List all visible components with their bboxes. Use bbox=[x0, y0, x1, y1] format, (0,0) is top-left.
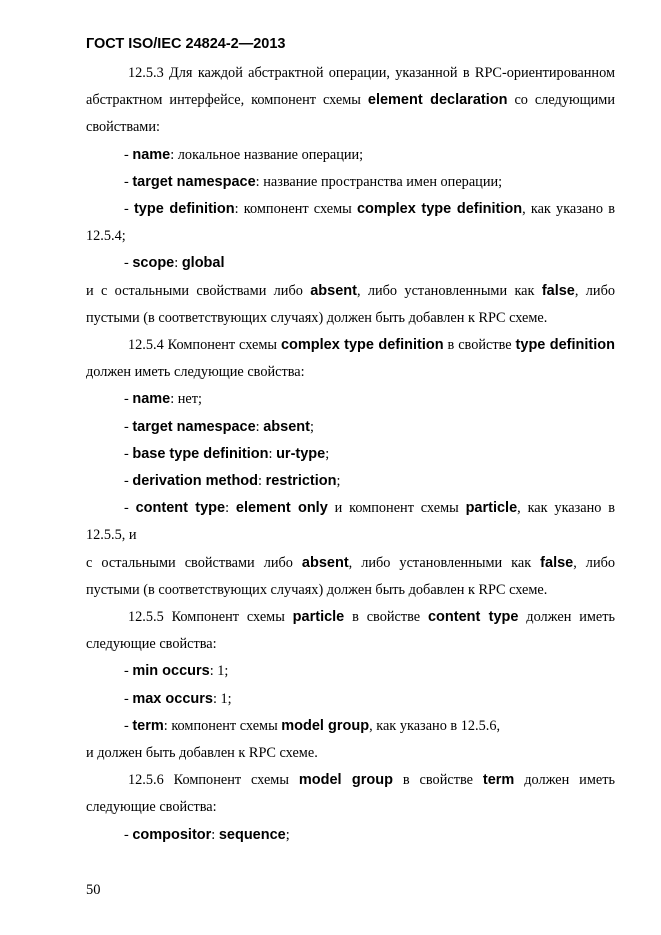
text-run: , как указано в 12.5.6, bbox=[369, 717, 501, 734]
term-bold: type definition bbox=[515, 337, 615, 354]
term-bold: name bbox=[132, 146, 171, 163]
text-run: , либо пустыми (в соответствующих случаях) должен быть добавлен к RPC схеме. bbox=[86, 282, 615, 326]
term-bold: scope bbox=[132, 255, 175, 272]
text-run: 12.5.3 Для каждой абстрактной операции, указанной в RPC-ориентированном абстрактном интерфейсе, компонент схемы bbox=[86, 65, 615, 109]
paragraph bbox=[86, 604, 615, 658]
list-item bbox=[86, 441, 615, 468]
term-bold: absent bbox=[263, 418, 310, 435]
term-bold: term bbox=[132, 717, 164, 734]
term-bold: name bbox=[132, 391, 171, 408]
text-run: и должен быть добавлен к RPC схеме. bbox=[86, 745, 318, 762]
term-bold: false bbox=[540, 554, 574, 571]
text-run: 12.5.4 Компонент схемы bbox=[128, 337, 281, 354]
term-bold: complex type definition bbox=[280, 337, 444, 354]
term-bold: compositor bbox=[132, 826, 212, 843]
term-bold: particle bbox=[465, 500, 518, 517]
term-bold: content type bbox=[427, 609, 519, 626]
text-run: , либо установленными как bbox=[356, 282, 542, 299]
text-run: - bbox=[124, 717, 133, 734]
paragraph bbox=[86, 278, 615, 332]
paragraph bbox=[86, 196, 615, 250]
list-item bbox=[86, 822, 615, 849]
paragraph bbox=[86, 740, 615, 767]
paragraph bbox=[86, 767, 615, 821]
term-bold: term bbox=[482, 772, 515, 789]
term-bold: target namespace bbox=[132, 173, 256, 190]
list-item bbox=[86, 414, 615, 441]
text-run: - bbox=[124, 418, 133, 435]
text-run: , как указано в 12.5.5, и bbox=[86, 500, 616, 544]
text-run: : компонент схемы bbox=[163, 717, 282, 734]
page-number: 50 bbox=[86, 882, 101, 898]
paragraph bbox=[86, 332, 615, 386]
term-bold: model group bbox=[298, 772, 393, 789]
text-run: , либо пустыми (в соответствующих случаях) должен быть добавлен к RPC схеме. bbox=[86, 554, 616, 598]
text-run: с остальными свойствами либо bbox=[86, 554, 302, 571]
text-run: : bbox=[225, 500, 236, 517]
term-bold: absent bbox=[301, 554, 349, 571]
term-bold: target namespace bbox=[132, 418, 256, 435]
text-run: - bbox=[124, 445, 133, 462]
text-run: : локальное название операции; bbox=[170, 146, 364, 163]
text-run: - bbox=[124, 826, 133, 843]
text-run: - bbox=[124, 201, 134, 218]
text-run: 12.5.6 Компонент схемы bbox=[128, 772, 299, 789]
list-item bbox=[86, 386, 615, 413]
term-bold: derivation method bbox=[132, 473, 259, 490]
text-run: : 1; bbox=[212, 690, 232, 707]
paragraph bbox=[86, 550, 615, 604]
text-run: - bbox=[124, 663, 133, 680]
list-item bbox=[86, 468, 615, 495]
term-bold: element declaration bbox=[367, 92, 508, 109]
text-run: ; bbox=[336, 473, 341, 490]
list-item bbox=[86, 686, 615, 713]
list-item bbox=[86, 142, 615, 169]
term-bold: restriction bbox=[265, 473, 337, 490]
text-run: - bbox=[124, 173, 133, 190]
text-run: должен иметь следующие свойства: bbox=[86, 364, 305, 381]
list-item bbox=[86, 495, 615, 549]
term-bold: base type definition bbox=[132, 445, 269, 462]
text-run: : bbox=[211, 826, 219, 843]
text-run: 12.5.5 Компонент схемы bbox=[128, 609, 293, 626]
text-run: в свойстве bbox=[393, 772, 483, 789]
list-item bbox=[86, 169, 615, 196]
term-bold: element only bbox=[235, 500, 328, 517]
text-run: - bbox=[124, 500, 136, 517]
term-bold: global bbox=[181, 255, 225, 272]
term-bold: sequence bbox=[218, 826, 286, 843]
term-bold: particle bbox=[292, 609, 345, 626]
term-bold: max occurs bbox=[132, 690, 213, 707]
list-item bbox=[86, 713, 615, 740]
text-run: и с остальными свойствами либо bbox=[86, 282, 311, 299]
text-run: : 1; bbox=[209, 663, 229, 680]
paragraph bbox=[86, 60, 615, 142]
term-bold: model group bbox=[281, 717, 370, 734]
text-run: ; bbox=[285, 826, 290, 843]
text-run: должен иметь следующие свойства: bbox=[86, 772, 615, 816]
text-run: , либо установленными как bbox=[348, 554, 541, 571]
text-run: - bbox=[124, 391, 133, 408]
text-run: : компонент схемы bbox=[234, 201, 357, 218]
page-header: ГОСТ ISO/IEC 24824-2—2013 bbox=[86, 36, 286, 52]
text-run: - bbox=[124, 146, 133, 163]
term-bold: type definition bbox=[133, 201, 235, 218]
text-run: и компонент схемы bbox=[327, 500, 466, 517]
term-bold: absent bbox=[310, 282, 357, 299]
term-bold: min occurs bbox=[132, 663, 210, 680]
term-bold: ur-type bbox=[276, 445, 326, 462]
text-run: : bbox=[268, 445, 277, 462]
text-run: : bbox=[174, 255, 182, 272]
text-run: ; bbox=[309, 418, 314, 435]
text-run: со следующими свойствами: bbox=[86, 92, 616, 136]
text-run: : bbox=[255, 418, 264, 435]
text-run: : название пространства имен операции; bbox=[255, 173, 503, 190]
list-item bbox=[86, 250, 615, 277]
list-item bbox=[86, 658, 615, 685]
term-bold: false bbox=[541, 282, 575, 299]
term-bold: content type bbox=[135, 500, 226, 517]
term-bold: complex type definition bbox=[356, 201, 523, 218]
text-run: в свойстве bbox=[344, 609, 428, 626]
document-body bbox=[86, 60, 615, 849]
text-run: , как указано в 12.5.4; bbox=[86, 201, 615, 245]
text-run: - bbox=[124, 690, 133, 707]
text-run: : нет; bbox=[170, 391, 202, 408]
text-run: ; bbox=[325, 445, 330, 462]
text-run: - bbox=[124, 473, 133, 490]
text-run: - bbox=[124, 255, 133, 272]
text-run: : bbox=[258, 473, 266, 490]
text-run: в свойстве bbox=[443, 337, 516, 354]
text-run: должен иметь следующие свойства: bbox=[86, 609, 616, 653]
